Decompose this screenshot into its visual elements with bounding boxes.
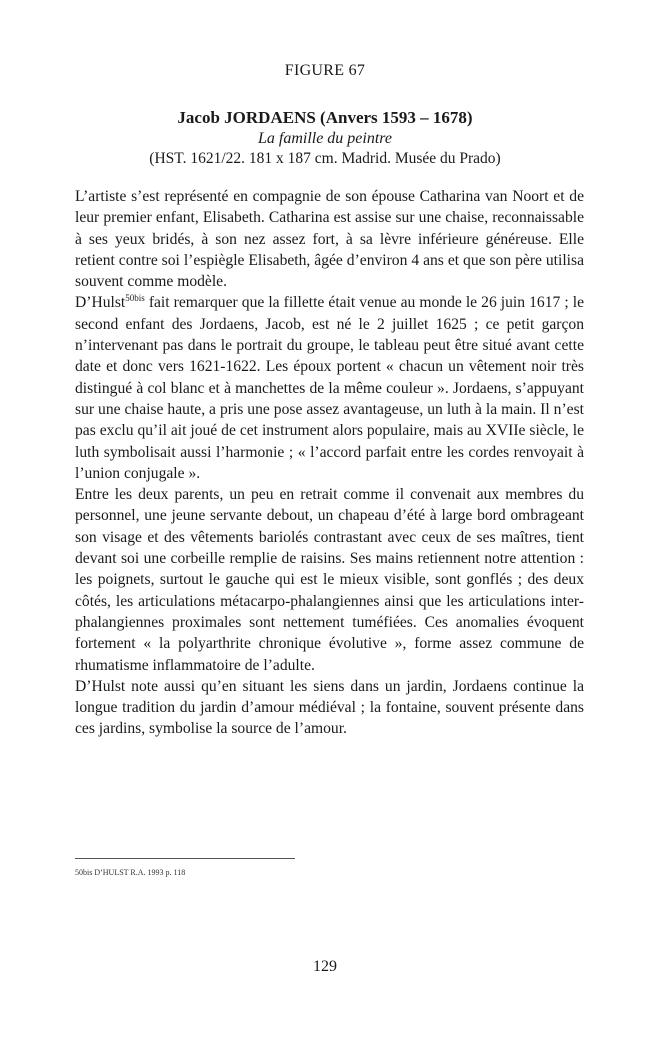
paragraph-1: L’artiste s’est représenté en compagnie de son épouse Catharina van Noort et de leur premier enfant, Elisabeth. Catharina est assise sur une chaise, reconnaissable à ses yeux bridés, à son nez assez fort, à sa lèvre inférieure généreuse. Elle retient contre soi l’espiègle Elisabeth, âgée d’environ 4 ans et que son père utilisa souvent comme modèle.	[75, 188, 584, 291]
paragraph-2-start: D’Hulst	[75, 294, 126, 312]
figure-label: FIGURE 67	[284, 62, 366, 79]
paragraph-3: Entre les deux parents, un peu en retrait comme il convenait aux membres du personnel, une jeune servante debout, un chapeau d’été à large bord ombrageant son visage et des vêtements bariolés contrastant avec ceux de ses maîtres, tient devant soi une corbeille remplie de raisins. Ses mains retiennent notre attention : les poignets, surtout le gauche qui est le mieux visible, sont gonflés ; des deux côtés, les articulations métacarpo-phalangiennes ainsi que les articulations inter-phalangiennes proximales sont nettement tuméfiées. Ces anomalies évoquent fortement « la polyarthrite chronique évolutive », forme assez commune de rhumatisme inflammatoire de l’adulte.	[75, 486, 584, 674]
page-number: 129	[313, 958, 337, 975]
body-text	[75, 186, 584, 740]
artwork-reference: (HST. 1621/22. 181 x 187 cm. Madrid. Musée du Prado)	[149, 150, 501, 167]
artwork-subtitle: La famille du peintre	[257, 130, 393, 147]
footnote-marker[interactable]: 50bis	[125, 293, 145, 304]
artwork-title: Jacob JORDAENS (Anvers 1593 – 1678)	[177, 108, 473, 127]
paragraph-2-rest: fait remarquer que la fillette était venue au monde le 26 juin 1617 ; le second enfant des Jordaens, Jacob, est né le 2 juillet 1625 ; ce petit garçon n’intervenant pas dans le portrait du groupe, le tableau peut être situé avant cette date et donc vers 1621-1622. Les époux portent « chacun un vêtement noir très distingué à col blanc et à manchettes de la même couleur ». Jordaens, s’appuyant sur une chaise haute, a pris une pose assez avantageuse, un luth à la main. Il n’est pas exclu qu’il ait joué de cet instrument alors populaire, mais au XVIIe siècle, le luth symbolisait aussi l’harmonie ; « l’accord parfait entre les cordes renvoyait à l’union conjugale ».	[75, 294, 584, 482]
footnote-divider	[75, 858, 295, 859]
footnote: 50bis D’HULST R.A. 1993 p. 118	[75, 868, 186, 877]
paragraph-2	[75, 292, 584, 484]
paragraph-4: D’Hulst note aussi qu’en situant les siens dans un jardin, Jordaens continue la longue tradition du jardin d’amour médiéval ; la fontaine, souvent présente dans ces jardins, symbolise la source de l’amour.	[75, 677, 584, 738]
